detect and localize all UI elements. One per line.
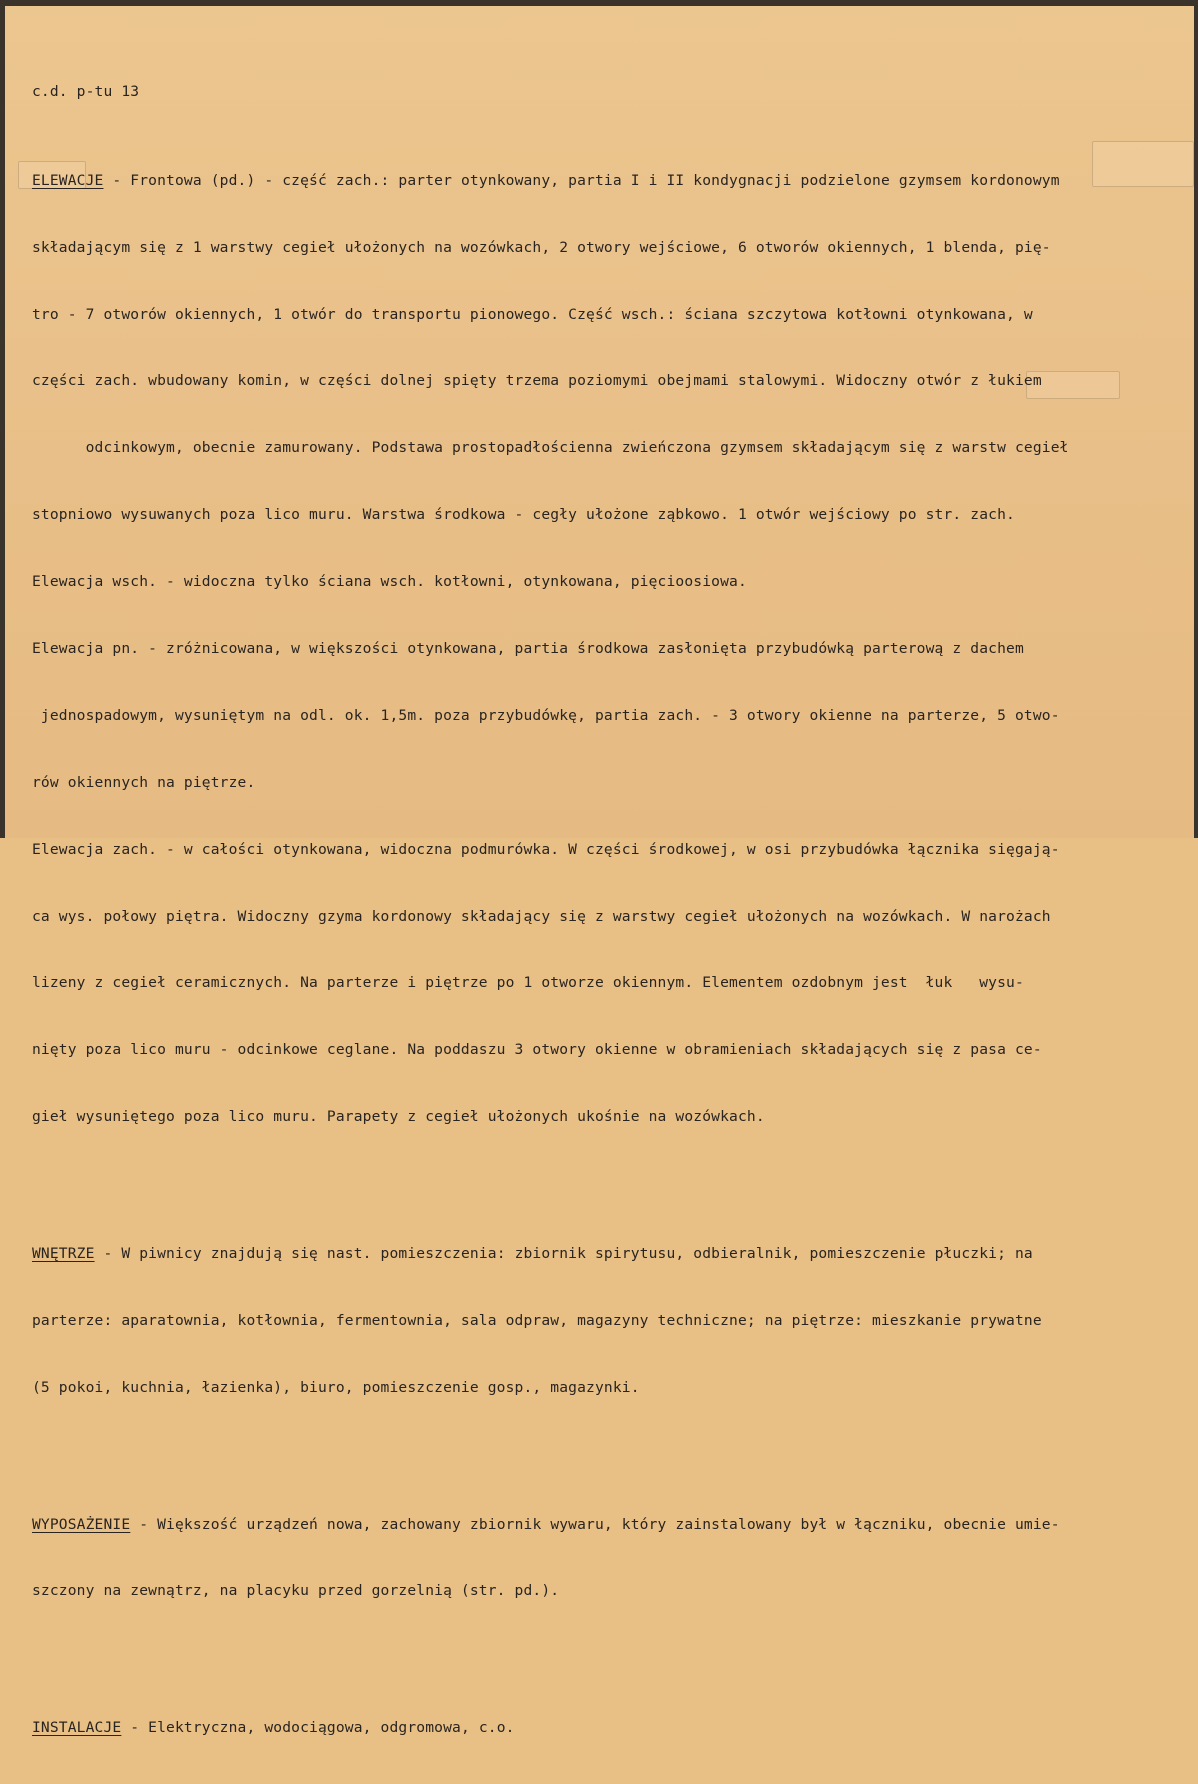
elewacje-line: składającym się z 1 warstwy cegieł ułożonych na wozówkach, 2 otwory wejściowe, 6 otworów okiennych, 1 blenda, pię- bbox=[32, 238, 1051, 256]
section-heading-elewacje: ELEWACJE bbox=[32, 171, 104, 189]
card-edge-top bbox=[0, 0, 1198, 6]
section-heading-wnetrze: WNĘTRZE bbox=[32, 1245, 95, 1263]
elewacje-line bbox=[32, 170, 1192, 192]
wnetrze-text: - W piwnicy znajdują się nast. pomieszczenia: zbiornik spirytusu, odbieralnik, pomieszczenie płuczki; na bbox=[94, 1245, 1033, 1263]
instalacje-text: - Elektryczna, wodociągowa, odgromowa, c.o. bbox=[121, 1719, 515, 1737]
wyposazenie-text: - Większość urządzeń nowa, zachowany zbiornik wywaru, który zainstalowany był w łączniku, obecnie umie- bbox=[130, 1515, 1060, 1533]
section-heading-instalacje: INSTALACJE bbox=[32, 1719, 122, 1737]
wnetrze-line: parterze: aparatownia, kotłownia, fermentownia, sala odpraw, magazyny techniczne; na piętrze: mieszkanie prywatne bbox=[32, 1311, 1042, 1329]
wyposazenie-line: szczony na zewnątrz, na placyku przed gorzelnią (str. pd.). bbox=[32, 1582, 560, 1600]
elewacje-line: tro - 7 otworów okiennych, 1 otwór do transportu pionowego. Część wsch.: ściana szczytowa kotłowni otynkowana, w bbox=[32, 305, 1033, 323]
elewacje-line: nięty poza lico muru - odcinkowe ceglane. Na poddaszu 3 otwory okienne w obramieniach składających się z pasa ce- bbox=[32, 1041, 1042, 1059]
elewacje-line: gieł wysuniętego poza lico muru. Parapety z cegieł ułożonych ukośnie na wozówkach. bbox=[32, 1108, 765, 1126]
paragraph-gap bbox=[32, 1466, 1192, 1469]
elewacje-line: lizeny z cegieł ceramicznych. Na parterze i piętrze po 1 otworze okiennym. Elementem ozdobnym jest łuk wysu- bbox=[32, 974, 1024, 992]
elewacje-line: Elewacja wsch. - widoczna tylko ściana wsch. kotłowni, otynkowana, pięcioosiowa. bbox=[32, 573, 747, 591]
elewacje-line: ca wys. połowy piętra. Widoczny gzyma kordonowy składający się z warstwy cegieł ułożonych na wozówkach. W narożach bbox=[32, 907, 1051, 925]
elewacje-line: Elewacja pn. - zróżnicowana, w większości otynkowana, partia środkowa zasłonięta przybudówką parterową z dachem bbox=[32, 640, 1024, 658]
section-heading-wyposazenie: WYPOSAŻENIE bbox=[32, 1515, 131, 1533]
document-text bbox=[32, 36, 1192, 1784]
wyposazenie-line bbox=[32, 1514, 1192, 1536]
card-edge-left bbox=[0, 0, 5, 838]
elewacje-line: jednospadowym, wysuniętym na odl. ok. 1,5m. poza przybudówkę, partia zach. - 3 otwory okienne na parterze, 5 otwo- bbox=[32, 706, 1060, 724]
elewacje-line: rów okiennych na piętrze. bbox=[32, 773, 256, 791]
elewacje-line: odcinkowym, obecnie zamurowany. Podstawa prostopadłościenna zwieńczona gzymsem składającym się z warstw cegieł bbox=[32, 439, 1069, 457]
wnetrze-line bbox=[32, 1243, 1192, 1265]
paragraph-gap bbox=[32, 1195, 1192, 1198]
paragraph-gap bbox=[32, 1670, 1192, 1673]
continuation-header: c.d. p-tu 13 bbox=[32, 82, 140, 100]
instalacje-line bbox=[32, 1717, 1192, 1739]
elewacje-text: - Frontowa (pd.) - część zach.: parter otynkowany, partia I i II kondygnacji podzielone gzymsem kordonowym bbox=[103, 171, 1060, 189]
wnetrze-line: (5 pokoi, kuchnia, łazienka), biuro, pomieszczenie gosp., magazynki. bbox=[32, 1378, 640, 1396]
elewacje-line: Elewacja zach. - w całości otynkowana, widoczna podmurówka. W części środkowej, w osi przybudówka łącznika sięgają- bbox=[32, 840, 1060, 858]
elewacje-line: części zach. wbudowany komin, w części dolnej spięty trzema poziomymi obejmami stalowymi. Widoczny otwór z łukiem bbox=[32, 372, 1042, 390]
elewacje-line: stopniowo wysuwanych poza lico muru. Warstwa środkowa - cegły ułożone ząbkowo. 1 otwór wejściowy po str. zach. bbox=[32, 506, 1015, 524]
card-edge-right bbox=[1194, 0, 1198, 838]
